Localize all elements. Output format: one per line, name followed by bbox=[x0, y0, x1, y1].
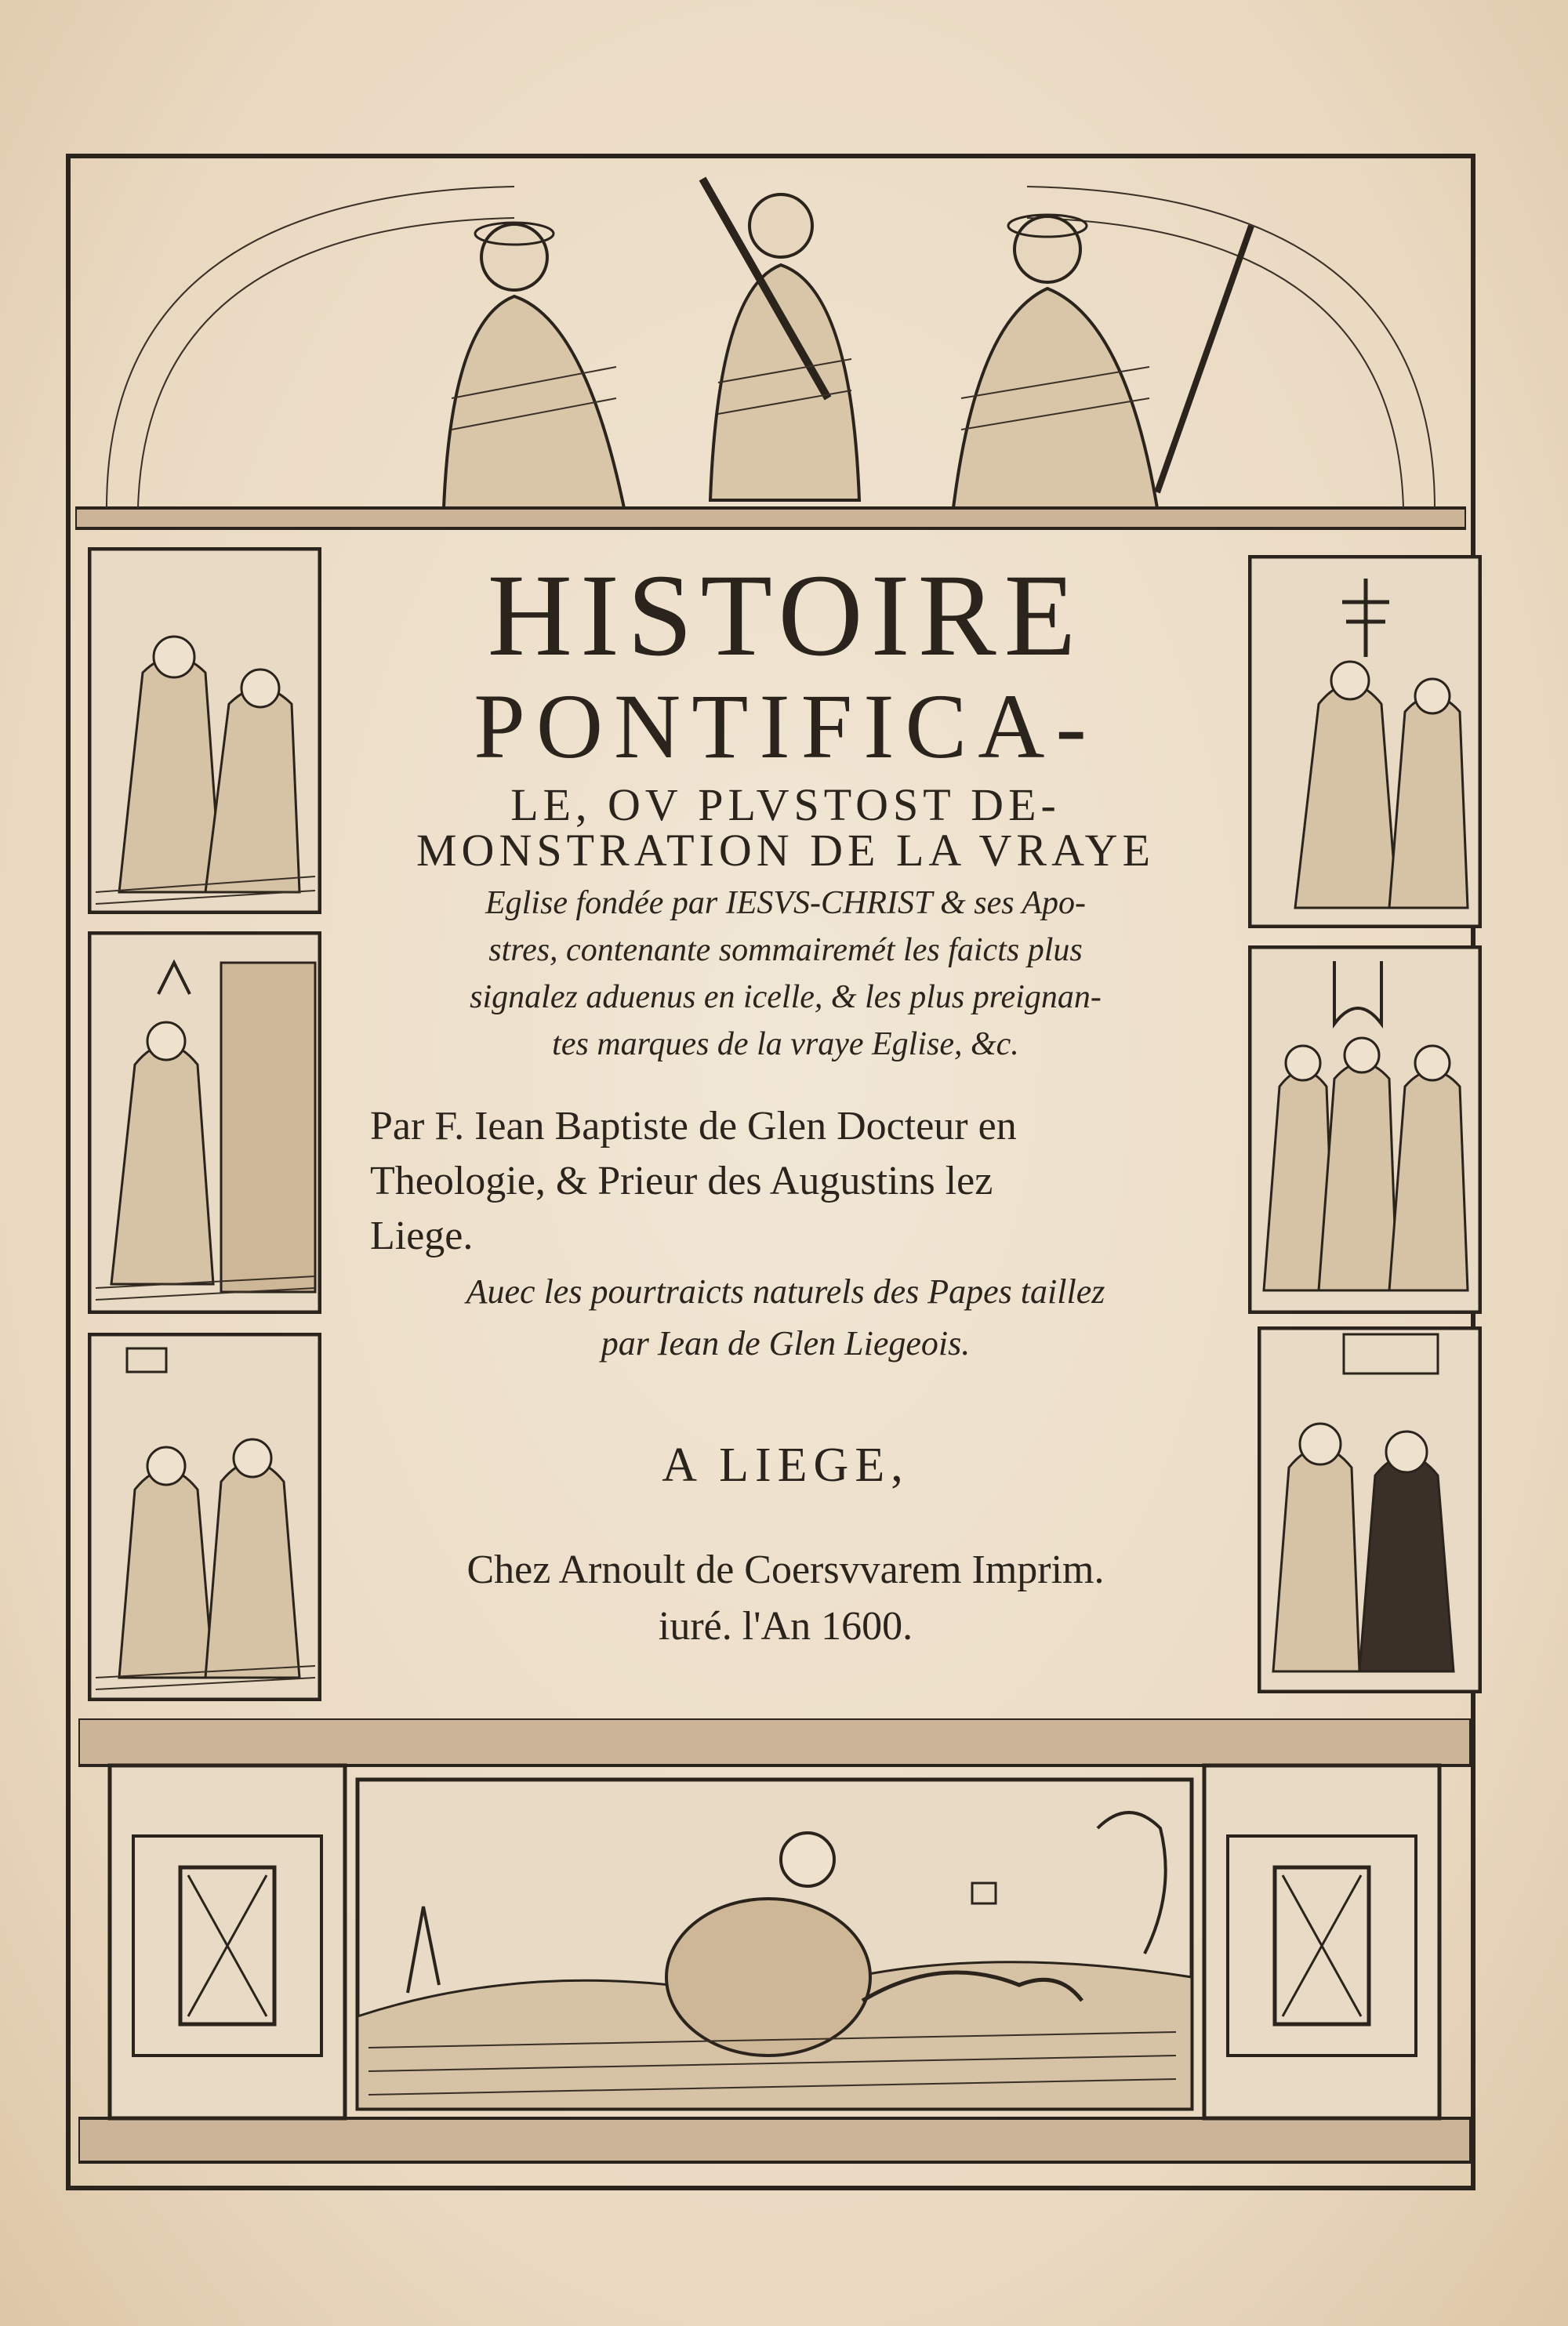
subtitle-line: tes marques de la vraye Eglise, &c. bbox=[552, 1026, 1019, 1062]
left-panel-woodcut-1 bbox=[88, 547, 321, 914]
illustrator-line: Auec les pourtraicts naturels des Papes taillez bbox=[466, 1272, 1105, 1311]
printer-line: iuré. l'An 1600. bbox=[658, 1604, 913, 1649]
right-panel-woodcut-3 bbox=[1258, 1326, 1482, 1693]
subtitle bbox=[354, 880, 1217, 1068]
author-line: Par F. Iean Baptiste de Glen Docteur en bbox=[370, 1104, 1017, 1148]
printer-imprint bbox=[354, 1542, 1217, 1655]
left-panel-woodcut-3 bbox=[88, 1333, 321, 1701]
printer-line: Chez Arnoult de Coersvvarem Imprim. bbox=[466, 1548, 1105, 1592]
imprint-place: A LIEGE, bbox=[662, 1439, 909, 1492]
left-panel-woodcut-2 bbox=[88, 931, 321, 1314]
title-text-block bbox=[354, 541, 1217, 1733]
author-line: Theologie, & Prieur des Augustins lez bbox=[370, 1159, 993, 1203]
author bbox=[354, 1099, 1217, 1264]
title-line-1: HISTOIRE bbox=[487, 550, 1084, 680]
subtitle-line: Eglise fondée par IESVS-CHRIST & ses Apo- bbox=[485, 885, 1087, 921]
title-line-4: MONSTRATION DE LA VRAYE bbox=[416, 825, 1155, 876]
base-woodcut bbox=[78, 1718, 1471, 2165]
title-line-3: LE, OV PLVSTOST DE- bbox=[510, 779, 1061, 830]
subtitle-line: stres, contenante sommairemét les faicts plus bbox=[488, 932, 1083, 968]
subtitle-line: signalez aduenus en icelle, & les plus preignan- bbox=[470, 979, 1102, 1015]
illustrator-line: par Iean de Glen Liegeois. bbox=[601, 1324, 971, 1363]
top-arch-woodcut bbox=[75, 163, 1466, 532]
right-panel-woodcut-2 bbox=[1248, 945, 1482, 1314]
title-line-2: PONTIFICA- bbox=[474, 675, 1098, 778]
right-panel-woodcut-1 bbox=[1248, 555, 1482, 928]
author-line: Liege. bbox=[370, 1214, 474, 1258]
illustrator-note bbox=[354, 1268, 1217, 1367]
